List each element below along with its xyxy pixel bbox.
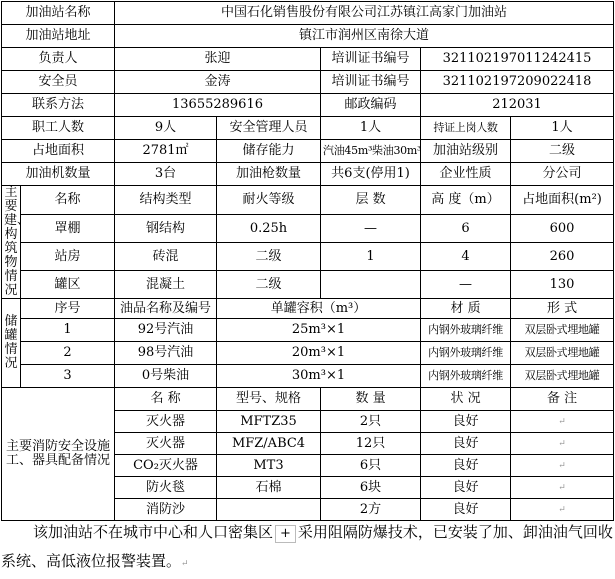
postal-label: 邮政编码 <box>321 94 421 117</box>
table-cell: 站房 <box>21 243 115 271</box>
return-mark: ↵ <box>558 505 566 515</box>
table-cell <box>511 433 614 455</box>
machines-value: 3台 <box>115 163 217 186</box>
table-cell: 灭火器 <box>115 433 217 455</box>
table-cell: 1 <box>21 319 115 342</box>
column-header: 型号、规格 <box>217 388 321 411</box>
table-row <box>2 94 614 117</box>
table-cell: MFZ/ABC4 <box>217 433 321 455</box>
table-row <box>2 271 614 299</box>
table-cell: 92号汽油 <box>115 319 217 342</box>
certified-value: 1人 <box>511 117 614 140</box>
table-cell: 混凝土 <box>115 271 217 299</box>
plus-marker: + <box>275 525 296 543</box>
table-cell: 双层卧式埋地罐 <box>511 319 614 342</box>
table-cell: 良好 <box>421 477 511 499</box>
table-row <box>2 365 614 388</box>
column-header: 名称 <box>21 186 115 215</box>
cert-label: 培训证书编号 <box>321 48 421 71</box>
column-header: 油品名称及编号 <box>115 299 217 319</box>
staff-label: 职工人数 <box>2 117 115 140</box>
name-label: 加油站名称 <box>2 2 115 25</box>
table-cell: 罐区 <box>21 271 115 299</box>
column-header: 结构类型 <box>115 186 217 215</box>
area-value: 2781㎡ <box>115 140 217 163</box>
footer-text-before: 该加油站不在城市中心和人口密集区 <box>33 523 274 541</box>
table-row <box>2 140 614 163</box>
manager-label: 负责人 <box>2 48 115 71</box>
table-cell: 0号柴油 <box>115 365 217 388</box>
table-cell: 25m³×1 <box>217 319 421 342</box>
area-label: 占地面积 <box>2 140 115 163</box>
return-mark: ↵ <box>181 559 189 569</box>
table-cell: 良好 <box>421 455 511 477</box>
table-cell <box>511 411 614 433</box>
table-cell <box>511 477 614 499</box>
table-row <box>2 342 614 365</box>
table-cell: 二级 <box>217 243 321 271</box>
column-header: 材 质 <box>421 299 511 319</box>
table-cell: 内钢外玻璃纤维 <box>421 319 511 342</box>
equipment-section-label: 主要消防安全设施工、器具配备情况 <box>2 388 115 521</box>
table-row <box>2 243 614 271</box>
return-mark: ↵ <box>558 417 566 427</box>
table-cell: 砖混 <box>115 243 217 271</box>
table-cell: MT3 <box>217 455 321 477</box>
safety-mgr-label: 安全管理人员 <box>217 117 321 140</box>
tanks-section-label: 储罐情况 <box>2 299 21 388</box>
table-cell: 防火毯 <box>115 477 217 499</box>
buildings-header-row <box>2 186 614 215</box>
column-header: 名 称 <box>115 388 217 411</box>
table-cell: 98号汽油 <box>115 342 217 365</box>
nature-value: 分公司 <box>511 163 614 186</box>
certified-label: 持证上岗人数 <box>421 117 511 140</box>
table-cell: 3 <box>21 365 115 388</box>
safety-officer-label: 安全员 <box>2 71 115 94</box>
table-cell: 6 <box>421 215 511 243</box>
table-cell: 罩棚 <box>21 215 115 243</box>
return-mark: ↵ <box>558 483 566 493</box>
column-header: 单罐容积（m³） <box>217 299 421 319</box>
column-header: 备 注 <box>511 388 614 411</box>
table-cell: 2方 <box>321 499 421 521</box>
storage-label: 储存能力 <box>217 140 321 163</box>
safety-mgr-value: 1人 <box>321 117 421 140</box>
table-cell: 灭火器 <box>115 411 217 433</box>
contact-label: 联系方法 <box>2 94 115 117</box>
table-cell <box>511 455 614 477</box>
table-cell: 钢结构 <box>115 215 217 243</box>
cert-value: 321102197011242415 <box>421 48 614 71</box>
table-cell: 2 <box>21 342 115 365</box>
table-cell: 内钢外玻璃纤维 <box>421 342 511 365</box>
table-row <box>2 2 614 25</box>
station-address: 镇江市润州区南徐大道 <box>115 25 614 48</box>
table-cell: 130 <box>511 271 614 299</box>
tanks-header-row <box>2 299 614 319</box>
table-cell: 600 <box>511 215 614 243</box>
cert-label: 培训证书编号 <box>321 71 421 94</box>
table-cell: 4 <box>421 243 511 271</box>
column-header: 序号 <box>21 299 115 319</box>
equipment-header-row <box>2 388 614 411</box>
table-cell: 20m³×1 <box>217 342 421 365</box>
return-mark: ↵ <box>558 439 566 449</box>
table-cell: 2只 <box>321 411 421 433</box>
guns-value: 共6支(停用1) <box>321 163 421 186</box>
table-cell: 良好 <box>421 433 511 455</box>
column-header: 层 数 <box>321 186 421 215</box>
table-row <box>2 25 614 48</box>
storage-value: 汽油45m³柴油30m³ <box>321 140 421 163</box>
table-cell: 良好 <box>421 499 511 521</box>
table-cell: 12只 <box>321 433 421 455</box>
address-label: 加油站地址 <box>2 25 115 48</box>
grade-value: 二级 <box>511 140 614 163</box>
grade-label: 加油站级别 <box>421 140 511 163</box>
table-cell: 内钢外玻璃纤维 <box>421 365 511 388</box>
column-header: 状 况 <box>421 388 511 411</box>
column-header: 数 量 <box>321 388 421 411</box>
machines-label: 加油机数量 <box>2 163 115 186</box>
table-cell <box>321 271 421 299</box>
postal-value: 212031 <box>421 94 614 117</box>
station-info-table <box>1 1 614 521</box>
safety-officer-value: 金涛 <box>115 71 321 94</box>
cert-value: 321102197209022418 <box>421 71 614 94</box>
table-row <box>2 48 614 71</box>
table-cell: 双层卧式埋地罐 <box>511 365 614 388</box>
column-header: 占地面积(m²) <box>511 186 614 215</box>
table-cell: 良好 <box>421 411 511 433</box>
table-row <box>2 215 614 243</box>
table-row <box>2 163 614 186</box>
table-cell: CO₂灭火器 <box>115 455 217 477</box>
table-cell: 石棉 <box>217 477 321 499</box>
footer-paragraph <box>1 518 613 579</box>
column-header: 耐火等级 <box>217 186 321 215</box>
table-cell: 6块 <box>321 477 421 499</box>
table-cell: 1 <box>321 243 421 271</box>
manager-value: 张迎 <box>115 48 321 71</box>
column-header: 高 度（m） <box>421 186 511 215</box>
table-cell: 消防沙 <box>115 499 217 521</box>
staff-value: 9人 <box>115 117 217 140</box>
table-row <box>2 319 614 342</box>
table-cell: 6只 <box>321 455 421 477</box>
table-cell: 双层卧式埋地罐 <box>511 342 614 365</box>
buildings-section-label: 主要建、构筑物情况 <box>2 186 21 299</box>
table-cell: 二级 <box>217 271 321 299</box>
guns-label: 加油枪数量 <box>217 163 321 186</box>
nature-label: 企业性质 <box>421 163 511 186</box>
contact-value: 13655289616 <box>115 94 321 117</box>
table-row <box>2 117 614 140</box>
document <box>1 1 613 521</box>
return-mark: ↵ <box>558 461 566 471</box>
table-cell: — <box>321 215 421 243</box>
station-name: 中国石化销售股份有限公司江苏镇江高家门加油站 <box>115 2 614 25</box>
table-cell: — <box>421 271 511 299</box>
table-cell: 0.25h <box>217 215 321 243</box>
column-header: 形 式 <box>511 299 614 319</box>
table-cell: 260 <box>511 243 614 271</box>
table-cell: MFTZ35 <box>217 411 321 433</box>
footer-text-after: 采用阻隔防爆技术，已安装了加、卸油油气回收系统、高低液位报警装置。 <box>1 523 613 570</box>
table-cell: 30m³×1 <box>217 365 421 388</box>
table-row <box>2 71 614 94</box>
